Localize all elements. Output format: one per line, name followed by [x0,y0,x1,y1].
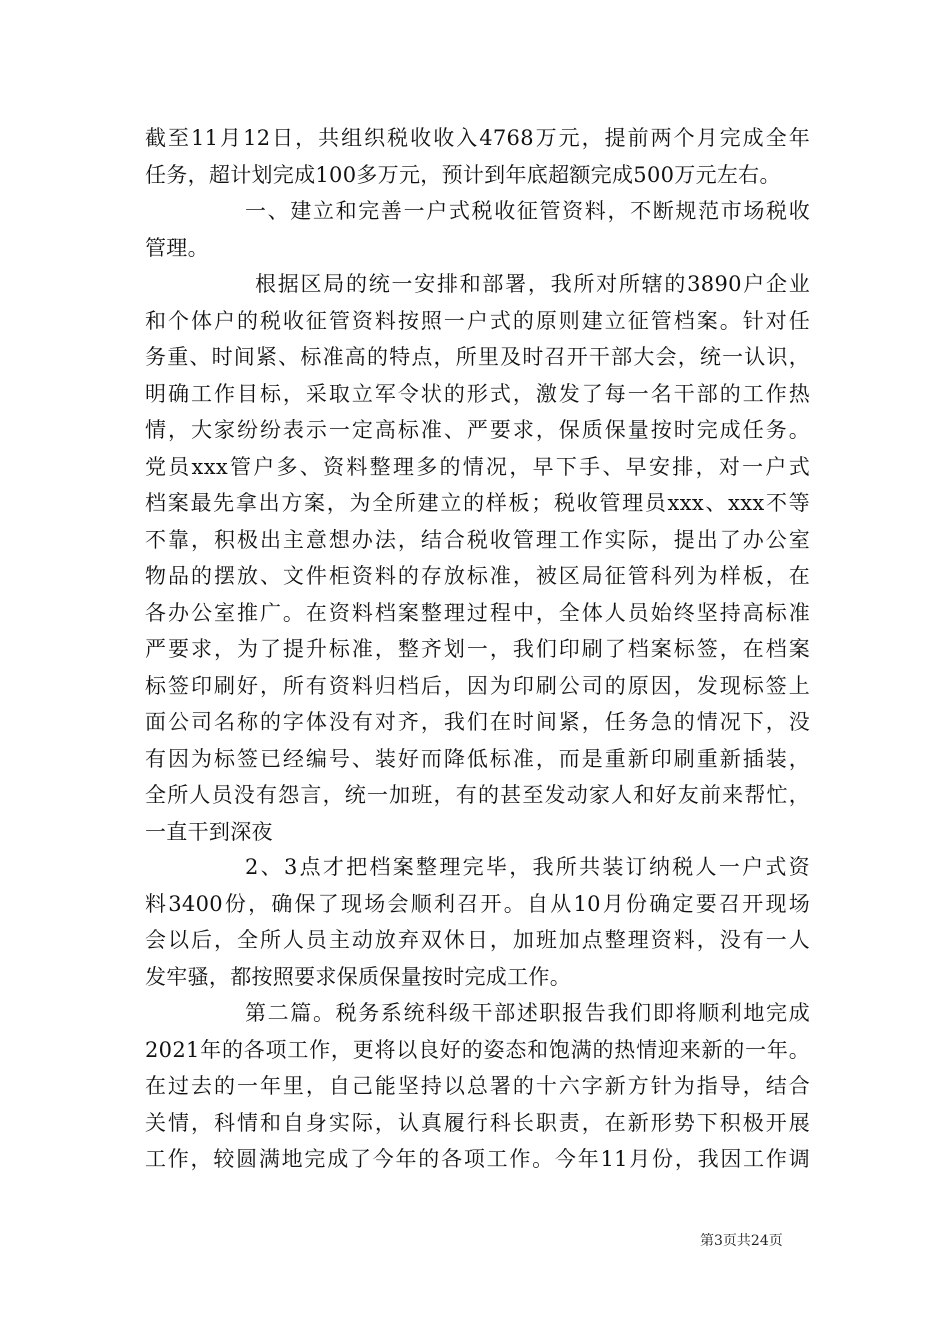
text-line: 明确工作目标，采取立军令状的形式，激发了每一名干部的工作热 [145,381,810,406]
text-line: 全所人员没有怨言，统一加班，有的甚至发动家人和好友前来帮忙， [145,783,810,807]
text-line: 料3400份，确保了现场会顺利召开。自从10月份确定要召开现场 [145,891,810,916]
text-line: 严要求，为了提升标准，整齐划一，我们印刷了档案标签，在档案 [145,637,810,661]
text-line: 档案最先拿出方案，为全所建立的样板；税收管理员xxx、xxx不等 [145,491,810,515]
text-line: 标签印刷好，所有资料归档后，因为印刷公司的原因，发现标签上 [145,673,810,698]
text-line: 情，大家纷纷表示一定高标准、严要求，保质保量按时完成任务。 [145,418,810,442]
text-line: 会以后，全所人员主动放弃双休日，加班加点整理资料，没有一人 [145,928,810,952]
paragraph-start: 2、3点才把档案整理完毕，我所共装订纳税人一户式资 [245,855,810,879]
paragraph-start: 根据区局的统一安排和部署，我所对所辖的3890户企业 [255,272,810,296]
section-heading: 一、建立和完善一户式税收征管资料，不断规范市场税收 [245,199,810,223]
text-line: 在过去的一年里，自己能坚持以总署的十六字新方针为指导，结合 [145,1074,810,1098]
text-line: 各办公室推广。在资料档案整理过程中，全体人员始终坚持高标准 [145,600,810,625]
text-line: 管理。 [145,235,209,260]
page-footer: 第3页共24页 [700,1233,783,1249]
text-line: 物品的摆放、文件柜资料的存放标准，被区局征管科列为样板，在 [145,564,810,588]
body-text-bottom [145,849,810,1178]
section-heading: 第二篇。税务系统科级干部述职报告我们即将顺利地完成 [245,1001,810,1025]
text-line: 和个体户的税收征管资料按照一户式的原则建立征管档案。针对任 [145,308,810,333]
text-line: 发牢骚，都按照要求保质保量按时完成工作。 [145,964,571,989]
text-line: 截至11月12日，共组织税收收入4768万元，提前两个月完成全年 [145,126,810,150]
text-line: 有因为标签已经编号、装好而降低标准，而是重新印刷重新插装， [145,746,810,771]
text-line: 工作，较圆满地完成了今年的各项工作。今年11月份，我因工作调 [145,1147,810,1171]
text-line: 2021年的各项工作，更将以良好的姿态和饱满的热情迎来新的一年。 [145,1037,810,1062]
text-line: 不靠，积极出主意想办法，结合税收管理工作实际，提出了办公室 [145,527,810,552]
text-line: 面公司名称的字体没有对齐，我们在时间紧，任务急的情况下，没 [145,710,810,734]
text-line: 任务，超计划完成100多万元，预计到年底超额完成500万元左右。 [145,162,781,187]
text-line: 关情，科情和自身实际，认真履行科长职责，在新形势下积极开展 [145,1110,810,1135]
text-line: 一直干到深夜 [145,819,273,844]
text-line: 党员xxx管户多、资料整理多的情况，早下手、早安排，对一户式 [145,454,810,479]
text-line: 务重、时间紧、标准高的特点，所里及时召开干部大会，统一认识， [145,345,810,369]
body-text-top [145,120,810,850]
